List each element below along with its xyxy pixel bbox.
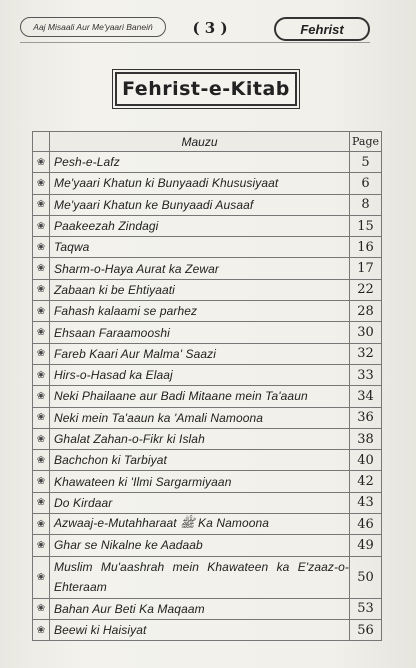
topic-cell: Sharm-o-Haya Aurat ka Zewar (50, 258, 350, 279)
flower-bullet-icon: ❀ (33, 598, 50, 619)
flower-bullet-icon: ❀ (33, 386, 50, 407)
table-row (33, 152, 382, 173)
page-cell: 33 (350, 364, 382, 385)
page-number-value: 3 (204, 19, 216, 37)
table-row (33, 492, 382, 513)
topic-cell: Fareb Kaari Aur Malma' Saazi (50, 343, 350, 364)
page-cell: 34 (350, 386, 382, 407)
table-row (33, 364, 382, 385)
contents-body (33, 152, 382, 641)
table-row (33, 386, 382, 407)
flower-bullet-icon: ❀ (33, 514, 50, 535)
page-cell: 32 (350, 343, 382, 364)
page-cell: 28 (350, 301, 382, 322)
page-cell: 43 (350, 492, 382, 513)
page-cell: 42 (350, 471, 382, 492)
table-row (33, 471, 382, 492)
contents-table (32, 131, 382, 641)
flower-bullet-icon: ❀ (33, 173, 50, 194)
table-row (33, 258, 382, 279)
header-rule (20, 42, 370, 43)
table-row (33, 619, 382, 640)
topic-cell: Me'yaari Khatun ki Bunyaadi Khususiyaat (50, 173, 350, 194)
flower-bullet-icon: ❀ (33, 428, 50, 449)
flower-bullet-icon: ❀ (33, 152, 50, 173)
page-cell: 36 (350, 407, 382, 428)
section-badge (274, 17, 370, 41)
table-row (33, 194, 382, 215)
topic-cell: Do Kirdaar (50, 492, 350, 513)
page-cell: 49 (350, 535, 382, 556)
topic-cell: Bachchon ki Tarbiyat (50, 450, 350, 471)
flower-bullet-icon: ❀ (33, 364, 50, 385)
book-name: Aaj Misaali Aur Me'yaari Baneiń (33, 22, 153, 32)
header-page: Page (350, 132, 382, 152)
page-cell: 40 (350, 450, 382, 471)
topic-cell: Neki mein Ta'aaun ka 'Amali Namoona (50, 407, 350, 428)
topic-cell: Ghalat Zahan-o-Fikr ki Islah (50, 428, 350, 449)
topic-cell: Beewi ki Haisiyat (50, 619, 350, 640)
topic-cell: Ghar se Nikalne ke Aadaab (50, 535, 350, 556)
table-row (33, 301, 382, 322)
page-cell: 22 (350, 279, 382, 300)
flower-bullet-icon: ❀ (33, 343, 50, 364)
flower-bullet-icon: ❀ (33, 258, 50, 279)
page-cell: 46 (350, 514, 382, 535)
table-row (33, 322, 382, 343)
page-cell: 50 (350, 556, 382, 598)
topic-cell: Pesh-e-Lafz (50, 152, 350, 173)
topic-cell: Muslim Mu'aashrah mein Khawateen ka E'zaaz-o-Ehteraam (50, 556, 350, 598)
table-row (33, 535, 382, 556)
topic-cell: Paakeezah Zindagi (50, 215, 350, 236)
page-cell: 17 (350, 258, 382, 279)
table-row (33, 215, 382, 236)
flower-bullet-icon: ❀ (33, 279, 50, 300)
topic-cell: Zabaan ki be Ehtiyaati (50, 279, 350, 300)
flower-bullet-icon: ❀ (33, 194, 50, 215)
page-title (115, 72, 297, 106)
table-row (33, 173, 382, 194)
page-cell: 38 (350, 428, 382, 449)
table-row (33, 279, 382, 300)
page-cell: 56 (350, 619, 382, 640)
flower-bullet-icon: ❀ (33, 237, 50, 258)
paren-close: ) (220, 19, 228, 37)
table-row (33, 237, 382, 258)
flower-bullet-icon: ❀ (33, 215, 50, 236)
table-row (33, 556, 382, 598)
table-header-row (33, 132, 382, 152)
table-row (33, 598, 382, 619)
flower-bullet-icon: ❀ (33, 556, 50, 598)
page-cell: 15 (350, 215, 382, 236)
flower-bullet-icon: ❀ (33, 535, 50, 556)
topic-cell: Me'yaari Khatun ke Bunyaadi Ausaaf (50, 194, 350, 215)
table-row (33, 514, 382, 535)
topic-cell: Ehsaan Faraamooshi (50, 322, 350, 343)
flower-bullet-icon: ❀ (33, 322, 50, 343)
topic-cell: Hirs-o-Hasad ka Elaaj (50, 364, 350, 385)
topic-cell: Azwaaj-e-Mutahharaat ﷺ Ka Namoona (50, 514, 350, 535)
header-icon-cell (33, 132, 50, 152)
page-title-text: Fehrist-e-Kitab (122, 78, 290, 100)
topic-cell: Khawateen ki 'Ilmi Sargarmiyaan (50, 471, 350, 492)
table-row (33, 450, 382, 471)
topic-cell: Bahan Aur Beti Ka Maqaam (50, 598, 350, 619)
flower-bullet-icon: ❀ (33, 301, 50, 322)
topic-cell: Fahash kalaami se parhez (50, 301, 350, 322)
section-name: Fehrist (300, 21, 344, 37)
paren-open: ( (192, 19, 200, 37)
flower-bullet-icon: ❀ (33, 619, 50, 640)
page-cell: 6 (350, 173, 382, 194)
page-number (190, 19, 230, 37)
flower-bullet-icon: ❀ (33, 471, 50, 492)
table-row (33, 407, 382, 428)
page-cell: 16 (350, 237, 382, 258)
table-row (33, 428, 382, 449)
topic-cell: Neki Phailaane aur Badi Mitaane mein Ta'aaun (50, 386, 350, 407)
header-topic: Mauzu (50, 132, 350, 152)
flower-bullet-icon: ❀ (33, 407, 50, 428)
topic-cell: Taqwa (50, 237, 350, 258)
page-cell: 5 (350, 152, 382, 173)
page-cell: 8 (350, 194, 382, 215)
table-row (33, 343, 382, 364)
page-cell: 30 (350, 322, 382, 343)
flower-bullet-icon: ❀ (33, 492, 50, 513)
book-name-badge (20, 17, 166, 37)
flower-bullet-icon: ❀ (33, 450, 50, 471)
page-cell: 53 (350, 598, 382, 619)
